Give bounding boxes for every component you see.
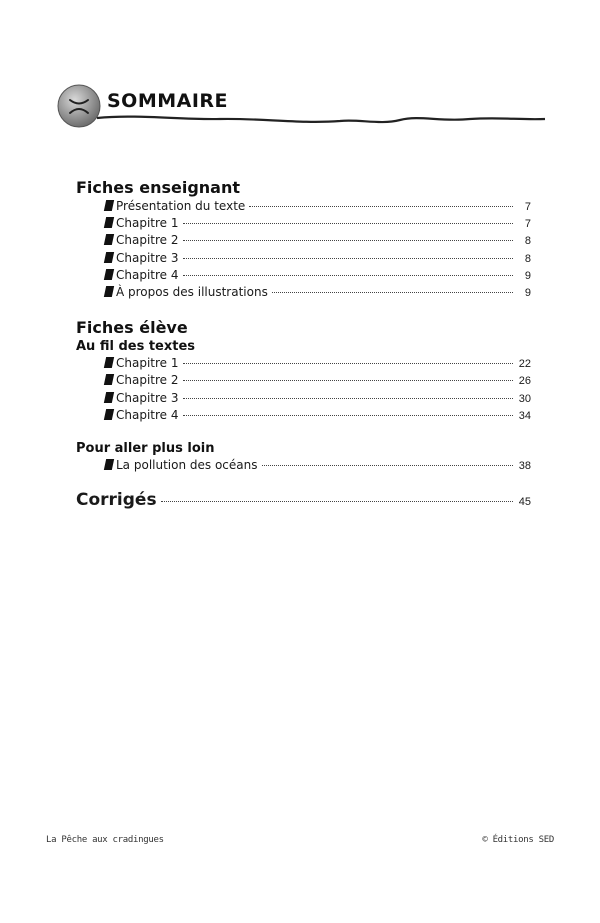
bullet-icon bbox=[104, 217, 114, 228]
toc-entry[interactable] bbox=[105, 215, 531, 232]
header bbox=[0, 0, 600, 140]
leader-dots bbox=[183, 363, 514, 364]
leader-dots bbox=[183, 223, 514, 224]
footer-publisher: © Éditions SED bbox=[482, 835, 554, 845]
leader-dots bbox=[183, 380, 514, 381]
toc-entry[interactable] bbox=[105, 198, 531, 215]
subsection-title-loin: Pour aller plus loin bbox=[76, 440, 215, 456]
toc-entry[interactable] bbox=[105, 372, 531, 389]
toc-entry[interactable] bbox=[105, 355, 531, 372]
page-number: 8 bbox=[524, 252, 531, 265]
entry-label: La pollution des océans bbox=[116, 457, 258, 472]
page-number: 45 bbox=[518, 496, 531, 509]
toc-entry[interactable] bbox=[105, 284, 531, 301]
page-number: 26 bbox=[518, 375, 531, 388]
page-number: 22 bbox=[518, 358, 531, 371]
section-title-enseignant: Fiches enseignant bbox=[76, 178, 241, 197]
entry-label: Chapitre 3 bbox=[116, 250, 179, 265]
entry-label: Chapitre 2 bbox=[116, 373, 179, 388]
entry-label: À propos des illustrations bbox=[116, 284, 268, 299]
toc-entry[interactable] bbox=[105, 407, 531, 424]
page-number: 34 bbox=[518, 409, 531, 422]
enseignant-entries bbox=[105, 198, 531, 301]
fil-entries bbox=[105, 355, 531, 424]
bullet-icon bbox=[104, 459, 114, 470]
entry-label: Chapitre 1 bbox=[116, 356, 179, 371]
toc-entry[interactable] bbox=[105, 267, 531, 284]
table-of-contents bbox=[76, 178, 531, 510]
footer-book-title: La Pêche aux cradingues bbox=[46, 835, 164, 845]
entry-label: Chapitre 2 bbox=[116, 233, 179, 248]
entry-label: Corrigés bbox=[76, 490, 157, 511]
toc-entry[interactable] bbox=[105, 232, 531, 249]
page-number: 30 bbox=[518, 392, 531, 405]
toc-entry-corriges[interactable] bbox=[76, 490, 531, 510]
bullet-icon bbox=[104, 286, 114, 297]
leader-dots bbox=[262, 465, 514, 466]
page-title: SOMMAIRE bbox=[107, 90, 229, 112]
section-title-eleve: Fiches élève bbox=[76, 318, 188, 338]
bullet-icon bbox=[104, 357, 114, 368]
page-number: 9 bbox=[524, 269, 531, 282]
entry-label: Présentation du texte bbox=[116, 199, 246, 213]
bullet-icon bbox=[104, 409, 114, 420]
page-number: 7 bbox=[524, 201, 531, 213]
header-decoration bbox=[0, 0, 600, 140]
bullet-icon bbox=[104, 252, 114, 263]
subsection-title-fil: Au fil des textes bbox=[76, 339, 196, 355]
leader-dots bbox=[183, 398, 514, 399]
page-number: 8 bbox=[524, 235, 531, 248]
leader-dots bbox=[183, 275, 514, 276]
entry-label: Chapitre 1 bbox=[116, 216, 179, 231]
leader-dots bbox=[183, 415, 514, 416]
leader-dots bbox=[183, 240, 514, 241]
bullet-icon bbox=[104, 374, 114, 385]
bullet-icon bbox=[104, 234, 114, 245]
wavy-underline bbox=[97, 117, 545, 122]
leader-dots bbox=[272, 292, 513, 293]
leader-dots bbox=[161, 501, 513, 502]
toc-entry[interactable] bbox=[105, 250, 531, 267]
entry-label: Chapitre 4 bbox=[116, 407, 179, 422]
bullet-icon bbox=[104, 392, 114, 403]
page-number: 9 bbox=[524, 286, 531, 299]
toc-entry[interactable] bbox=[105, 457, 531, 474]
loin-entries bbox=[105, 457, 531, 474]
bullet-icon bbox=[104, 269, 114, 280]
cross-icon-circle bbox=[58, 85, 100, 127]
leader-dots bbox=[249, 206, 513, 207]
page-number: 7 bbox=[524, 218, 531, 231]
toc-entry[interactable] bbox=[105, 390, 531, 407]
entry-label: Chapitre 4 bbox=[116, 267, 179, 282]
bullet-icon bbox=[104, 200, 114, 211]
page-number: 38 bbox=[518, 459, 531, 472]
leader-dots bbox=[183, 258, 514, 259]
entry-label: Chapitre 3 bbox=[116, 390, 179, 405]
